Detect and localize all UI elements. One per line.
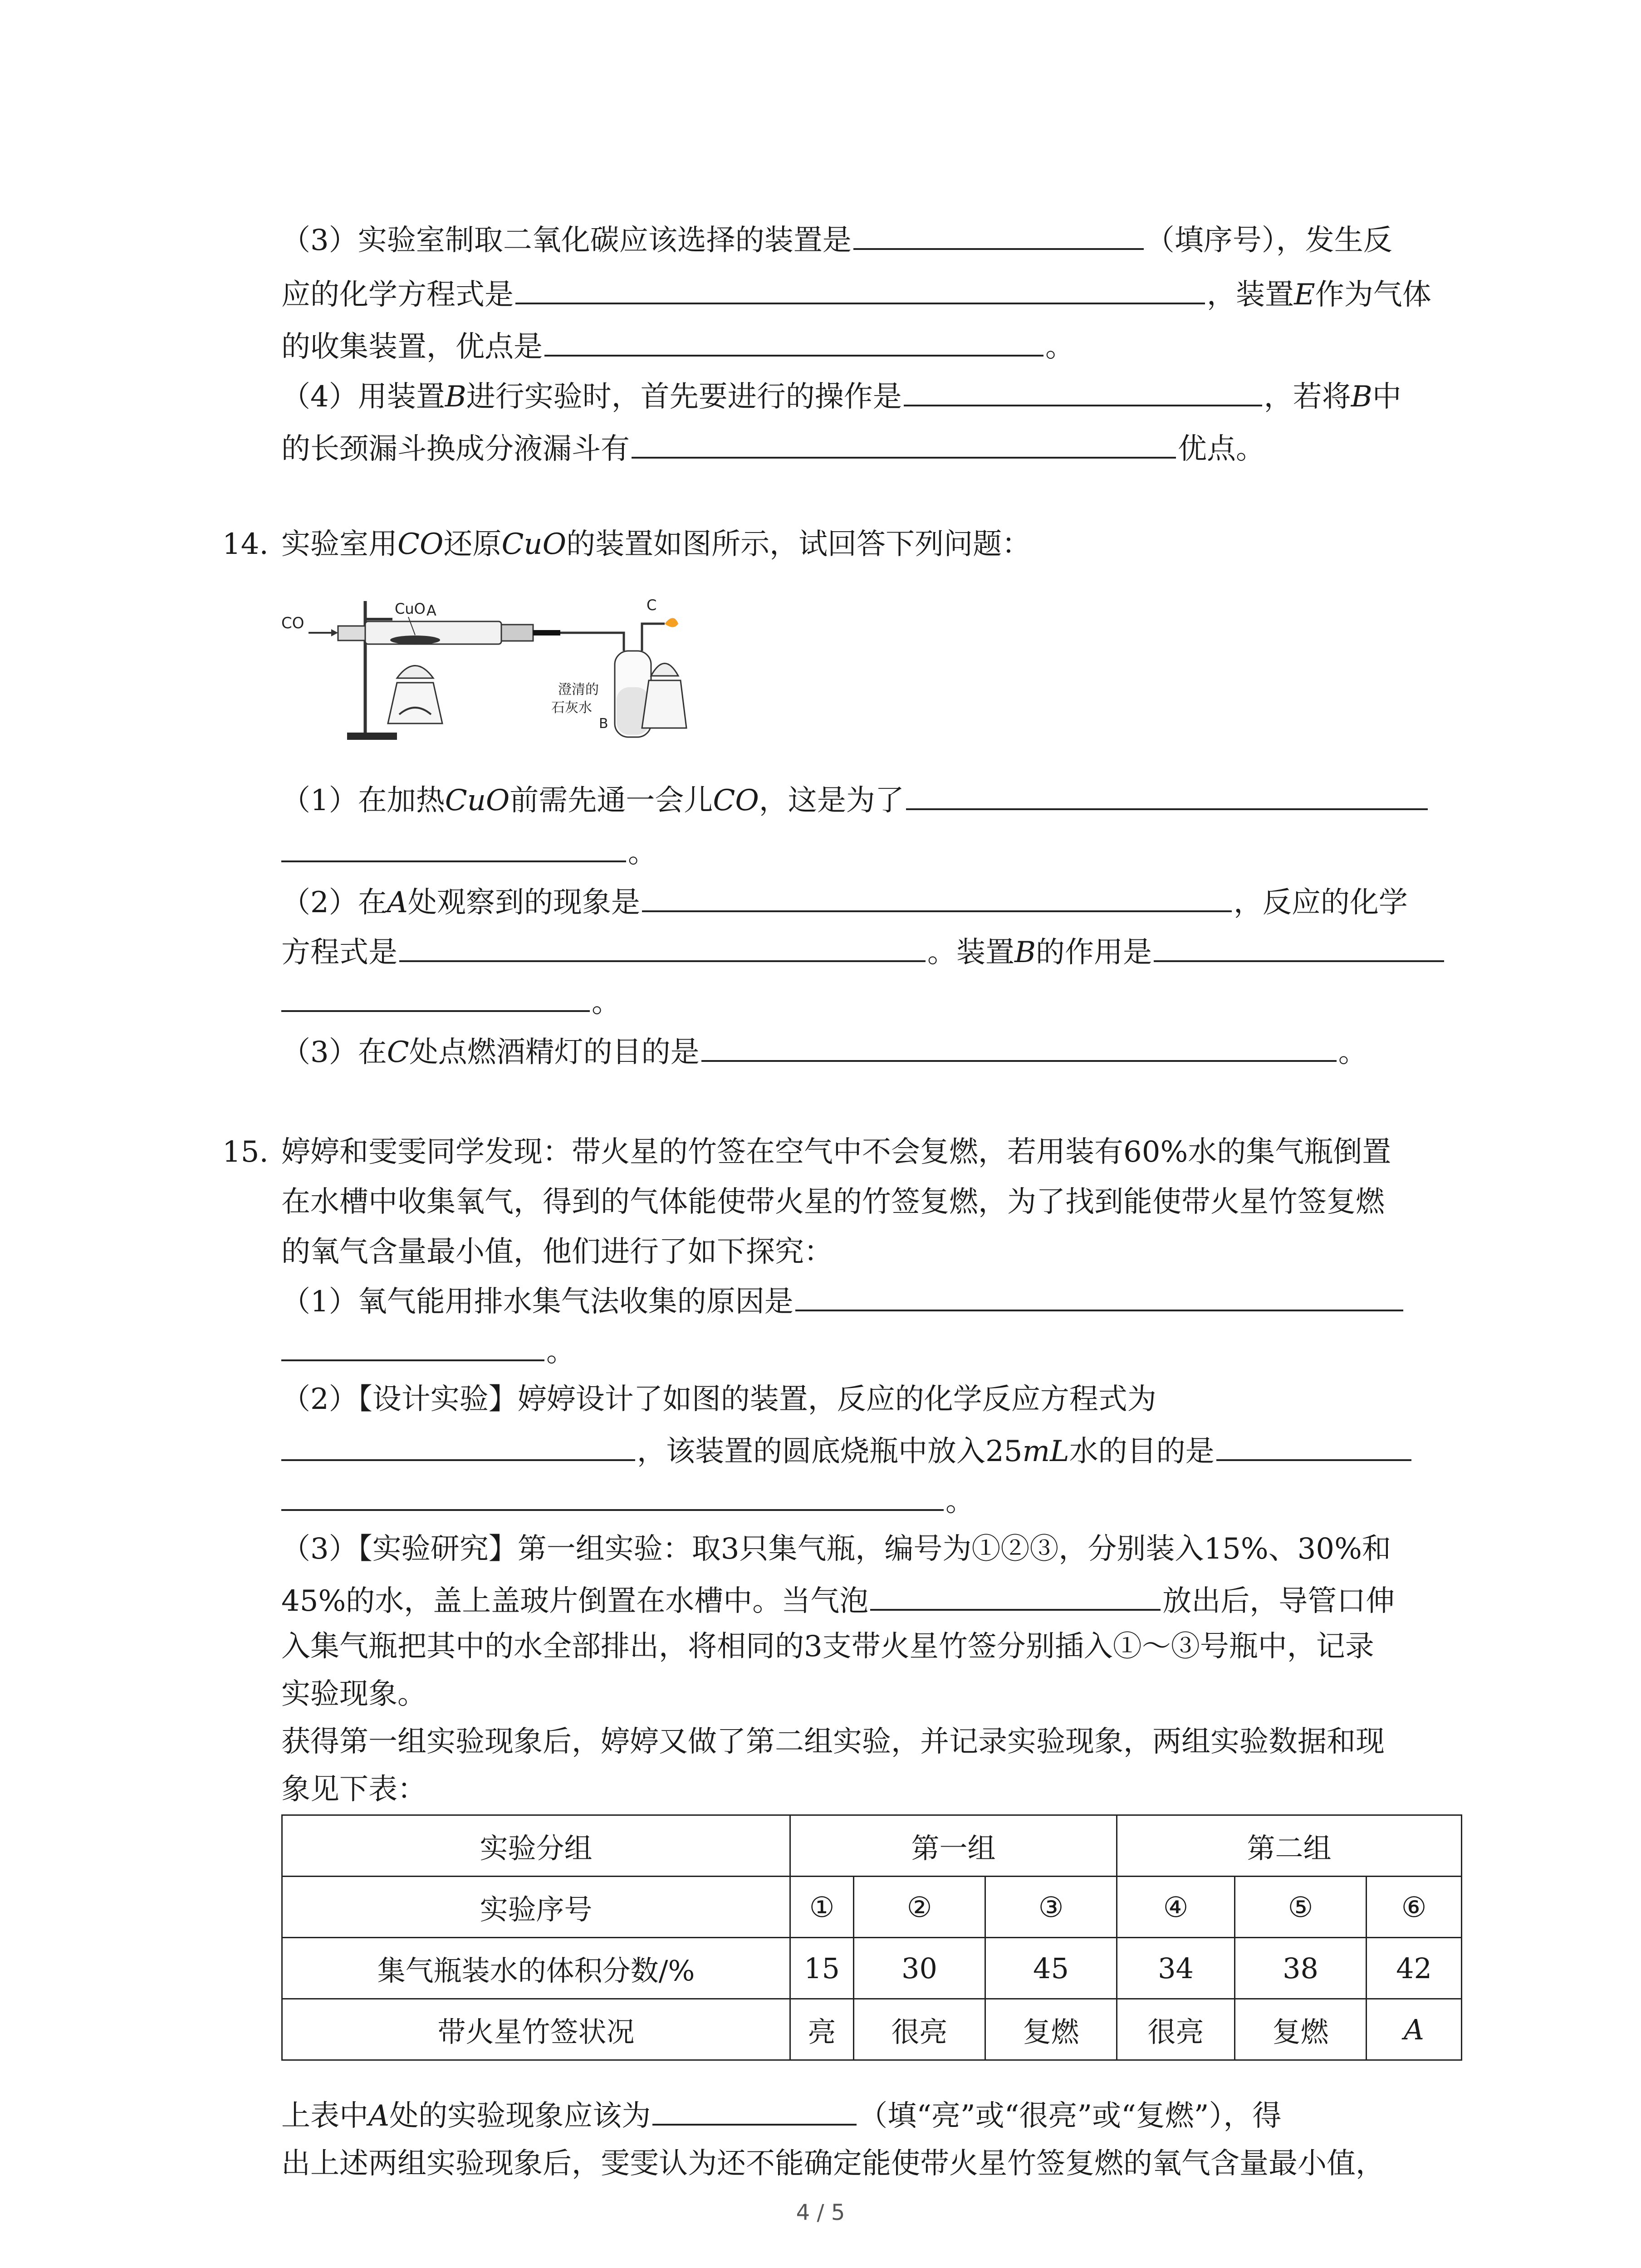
q15-stem-line1: 婷婷和雯雯同学发现：带火星的竹签在空气中不会复燃，若用装有60%水的集气瓶倒置 <box>281 1135 1391 1169</box>
q15-part2-line1: （2）【设计实验】婷婷设计了如图的装置，反应的化学反应方程式为 <box>281 1383 1156 1416</box>
q15-after-line2: 出上述两组实验现象后，雯雯认为还不能确定能使带火星竹签复燃的氧气含量最小值， <box>281 2147 1385 2180</box>
q15-part3-line3: 入集气瓶把其中的水全部排出，将相同的3支带火星竹签分别插入①～③号瓶中，记录 <box>281 1630 1374 1663</box>
svg-text:B: B <box>599 716 608 732</box>
answer-blank[interactable] <box>544 327 1043 357</box>
experiment-data-table <box>281 1814 1462 2061</box>
q15-part3-line6: 象见下表： <box>281 1773 426 1806</box>
q13-part3-line3: 的收集装置，优点是 。 <box>281 327 1074 363</box>
q14-part2-line3: 。 <box>281 982 621 1018</box>
q15-part2-line2: ，该装置的圆底烧瓶中放入25mL水的目的是 <box>281 1431 1413 1467</box>
table-row <box>282 1815 1462 1877</box>
table-cell: 34 <box>1117 1938 1235 1999</box>
answer-blank[interactable] <box>281 982 590 1012</box>
table-header-cell: 第一组 <box>790 1815 1117 1877</box>
q15-part1-line1: （1）氧气能用排水集气法收集的原因是 <box>281 1281 1405 1318</box>
q15-part3-line4: 实验现象。 <box>281 1677 426 1711</box>
q14-part3: （3）在C处点燃酒精灯的目的是 。 <box>281 1032 1367 1068</box>
q15-part3-line2: 45%的水，盖上盖玻片倒置在水槽中。当气泡 放出后，导管口伸 <box>281 1581 1395 1617</box>
q15-stem-line2: 在水槽中收集氧气，得到的气体能使带火星的竹签复燃，为了找到能使带火星竹签复燃 <box>281 1185 1385 1219</box>
flame-icon <box>665 618 678 627</box>
svg-text:石灰水: 石灰水 <box>551 700 592 716</box>
table-cell: ① <box>790 1877 854 1938</box>
table-row-label: 带火星竹签状况 <box>282 1999 790 2060</box>
table-cell: 复燃 <box>985 1999 1117 2060</box>
q15-stem-line3: 的氧气含量最小值，他们进行了如下探究： <box>281 1235 833 1269</box>
answer-blank[interactable] <box>1216 1431 1411 1461</box>
answer-blank[interactable] <box>906 780 1428 810</box>
q15-part3-line5: 获得第一组实验现象后，婷婷又做了第二组实验，并记录实验现象，两组实验数据和现 <box>281 1725 1385 1759</box>
table-row-label: 实验序号 <box>282 1877 790 1938</box>
table-cell: 38 <box>1235 1938 1367 1999</box>
table-cell: 45 <box>985 1938 1117 1999</box>
q15-part3-line1: （3）【实验研究】第一组实验：取3只集气瓶，编号为①②③，分别装入15%、30%和 <box>281 1532 1391 1566</box>
q13-part3-line1: （3）实验室制取二氧化碳应该选择的装置是 （填序号），发生反 <box>281 220 1392 256</box>
answer-blank[interactable] <box>642 882 1232 912</box>
q14-part2-line1: （2）在A处观察到的现象是 ，反应的化学 <box>281 882 1408 919</box>
answer-blank[interactable] <box>853 220 1144 250</box>
table-cell: ② <box>854 1877 985 1938</box>
answer-blank[interactable] <box>904 376 1262 406</box>
answer-blank[interactable] <box>281 1331 544 1361</box>
table-row <box>282 1938 1462 1999</box>
answer-blank[interactable] <box>515 274 1205 304</box>
q13-part3-line2: 应的化学方程式是 ，装置E作为气体 <box>281 274 1431 311</box>
table-row <box>282 1877 1462 1938</box>
table-cell: ④ <box>1117 1877 1235 1938</box>
table-cell: 42 <box>1367 1938 1462 1999</box>
table-cell: ③ <box>985 1877 1117 1938</box>
answer-blank[interactable] <box>1154 932 1444 962</box>
q14-stem: 实验室用CO还原CuO的装置如图所示，试回答下列问题： <box>281 528 1031 561</box>
cuo-powder <box>390 635 440 645</box>
q14-part1-line1: （1）在加热CuO前需先通一会儿CO，这是为了 <box>281 780 1430 816</box>
page-number: 4 / 5 <box>796 2200 845 2225</box>
co-reduction-apparatus-diagram <box>279 592 687 751</box>
q15-after-line1: 上表中A处的实验现象应该为 （填“亮”或“很亮”或“复燃”），得 <box>281 2096 1282 2132</box>
table-cell: 很亮 <box>854 1999 985 2060</box>
q14-part2-line2: 方程式是 。装置B的作用是 <box>281 932 1446 968</box>
table-cell: 复燃 <box>1235 1999 1367 2060</box>
label-co: CO <box>281 614 304 632</box>
svg-text:澄清的: 澄清的 <box>558 682 599 698</box>
table-row-label: 集气瓶装水的体积分数/% <box>282 1938 790 1999</box>
table-header-cell: 实验分组 <box>282 1815 790 1877</box>
question-number: 15. <box>222 1135 269 1169</box>
q13-part4-line1: （4）用装置B进行实验时，首先要进行的操作是 ，若将B中 <box>281 376 1401 413</box>
answer-blank[interactable] <box>652 2096 857 2126</box>
answer-blank[interactable] <box>281 1431 635 1461</box>
stand-base <box>347 733 397 740</box>
answer-blank[interactable] <box>701 1032 1337 1062</box>
q14-part1-line2: 。 <box>281 832 657 869</box>
answer-blank[interactable] <box>795 1281 1403 1311</box>
svg-text:C: C <box>647 596 657 614</box>
answer-blank[interactable] <box>632 429 1176 459</box>
table-cell: 30 <box>854 1938 985 1999</box>
table-row <box>282 1999 1462 2060</box>
table-cell: ⑥ <box>1367 1877 1462 1938</box>
q13-part4-line2: 的长颈漏斗换成分液漏斗有 优点。 <box>281 429 1265 465</box>
table-cell: 15 <box>790 1938 854 1999</box>
answer-blank[interactable] <box>281 832 626 862</box>
q15-part2-line3: 。 <box>281 1481 975 1517</box>
answer-blank[interactable] <box>281 1481 944 1511</box>
answer-blank[interactable] <box>399 932 926 962</box>
table-cell: 很亮 <box>1117 1999 1235 2060</box>
svg-text:A: A <box>426 602 436 619</box>
svg-text:CuO: CuO <box>395 600 426 617</box>
answer-blank[interactable] <box>870 1581 1161 1611</box>
alcohol-lamp <box>388 683 442 723</box>
table-cell: A <box>1367 1999 1462 2060</box>
question-number: 14. <box>222 528 269 561</box>
alcohol-lamp-c <box>642 680 686 728</box>
table-cell: 亮 <box>790 1999 854 2060</box>
q15-part1-line2: 。 <box>281 1331 575 1368</box>
table-header-cell: 第二组 <box>1117 1815 1462 1877</box>
table-cell: ⑤ <box>1235 1877 1367 1938</box>
